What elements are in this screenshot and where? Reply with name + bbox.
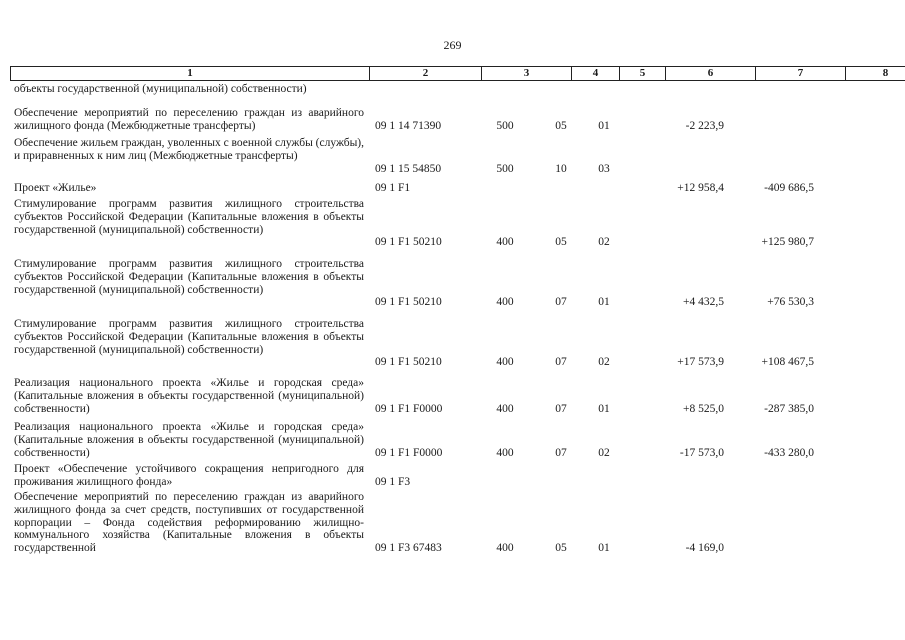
row-code: 09 1 14 71390 (375, 119, 442, 132)
row-description: объекты государственной (муниципальной) собственности) (14, 83, 307, 95)
table-header (10, 66, 905, 81)
table-row (14, 107, 894, 133)
row-section: 07 (555, 446, 567, 459)
row-section: 05 (555, 236, 567, 249)
row-change-col7: +125 980,7 (761, 236, 814, 249)
row-description: Обеспечение жильем граждан, уволенных с военной службы (службы), и приравненных к ним лиц (Межбюджетные трансферты) (14, 137, 365, 162)
row-description: Проект «Обеспечение устойчивого сокращения непригодного для проживания жилищного фонда» (14, 463, 364, 488)
row-change-col6: +17 573,9 (677, 356, 724, 369)
row-subsection: 02 (598, 446, 610, 459)
row-code: 09 1 F1 50210 (375, 356, 442, 369)
row-change-col6: -2 223,9 (685, 119, 724, 132)
header-cell-7: 7 (756, 66, 846, 81)
row-description: Проект «Жилье» (14, 182, 97, 194)
row-subsection: 02 (598, 356, 610, 369)
row-subsection: 01 (598, 402, 610, 415)
header-cell-5: 5 (620, 66, 666, 81)
row-code: 09 1 F1 F0000 (375, 446, 443, 459)
row-change-col7: -409 686,5 (764, 182, 814, 194)
row-expense-type: 400 (496, 356, 514, 369)
header-cell-1: 1 (10, 66, 370, 81)
row-expense-type: 400 (496, 402, 514, 415)
row-section: 10 (555, 162, 567, 175)
table-row (14, 463, 894, 489)
row-change-col6: +8 525,0 (683, 402, 724, 415)
table-row (14, 258, 894, 309)
row-description: Реализация национального проекта «Жилье и городская среда» (Капитальные вложения в объекты государственной (муниципальной) собственности) (14, 377, 364, 415)
row-section: 07 (555, 356, 567, 369)
row-change-col6: +12 958,4 (677, 182, 724, 194)
row-change-col6: -17 573,0 (679, 446, 724, 459)
table-row (14, 318, 894, 369)
row-code: 09 1 15 54850 (375, 162, 442, 175)
row-change-col7: +108 467,5 (761, 356, 814, 369)
table-row (14, 377, 894, 415)
table-row (14, 421, 894, 459)
row-expense-type: 500 (496, 119, 514, 132)
row-change-col7: +76 530,3 (767, 296, 814, 309)
row-subsection: 03 (598, 162, 610, 175)
row-code: 09 1 F1 50210 (375, 296, 442, 309)
row-code: 09 1 F1 (375, 182, 411, 194)
table-row (14, 137, 894, 175)
row-section: 07 (555, 402, 567, 415)
row-description: Стимулирование программ развития жилищного строительства субъектов Российской Федерации (Капитальные вложения в объекты государственной (муниципальной) собственности) (14, 198, 364, 236)
row-expense-type: 500 (496, 162, 514, 175)
row-description: Обеспечение мероприятий по переселению граждан из аварийного жилищного фонда (Межбюджетные трансферты) (14, 107, 364, 132)
page-number: 269 (443, 38, 462, 52)
row-subsection: 01 (598, 296, 610, 309)
row-code: 09 1 F3 67483 (375, 542, 442, 555)
table-row (14, 198, 894, 249)
row-expense-type: 400 (496, 236, 514, 249)
header-cell-2: 2 (370, 66, 482, 81)
row-subsection: 01 (598, 542, 610, 555)
table-row (14, 491, 894, 555)
row-expense-type: 400 (496, 296, 514, 309)
row-description: Стимулирование программ развития жилищного строительства субъектов Российской Федерации (Капитальные вложения в объекты государственной (муниципальной) собственности) (14, 258, 364, 296)
row-code: 09 1 F3 (375, 475, 411, 488)
row-expense-type: 400 (496, 542, 514, 555)
row-description: Обеспечение мероприятий по переселению граждан из аварийного жилищного фонда за счет средств, поступивших от государственной корпорации – Фонда содействия реформированию жилищно-коммунального хозяйства (Капитальные вложения в объекты государственной (14, 491, 364, 555)
table-row (14, 182, 894, 195)
row-code: 09 1 F1 50210 (375, 236, 442, 249)
row-code: 09 1 F1 F0000 (375, 402, 443, 415)
row-change-col7: -433 280,0 (764, 446, 814, 459)
header-cell-8: 8 (846, 66, 905, 81)
row-description: Реализация национального проекта «Жилье и городская среда» (Капитальные вложения в объекты государственной (муниципальной) собственности) (14, 421, 364, 459)
row-change-col7: -287 385,0 (764, 402, 814, 415)
row-subsection: 01 (598, 119, 610, 132)
row-section: 05 (555, 119, 567, 132)
row-section: 05 (555, 542, 567, 555)
row-change-col6: +4 432,5 (683, 296, 724, 309)
header-cell-4: 4 (572, 66, 620, 81)
row-description: Стимулирование программ развития жилищного строительства субъектов Российской Федерации (Капитальные вложения в объекты государственной (муниципальной) собственности) (14, 318, 364, 356)
row-expense-type: 400 (496, 446, 514, 459)
row-subsection: 02 (598, 236, 610, 249)
header-cell-3: 3 (482, 66, 572, 81)
row-section: 07 (555, 296, 567, 309)
header-cell-6: 6 (666, 66, 756, 81)
row-change-col6: -4 169,0 (685, 542, 724, 555)
table-row (14, 83, 894, 96)
